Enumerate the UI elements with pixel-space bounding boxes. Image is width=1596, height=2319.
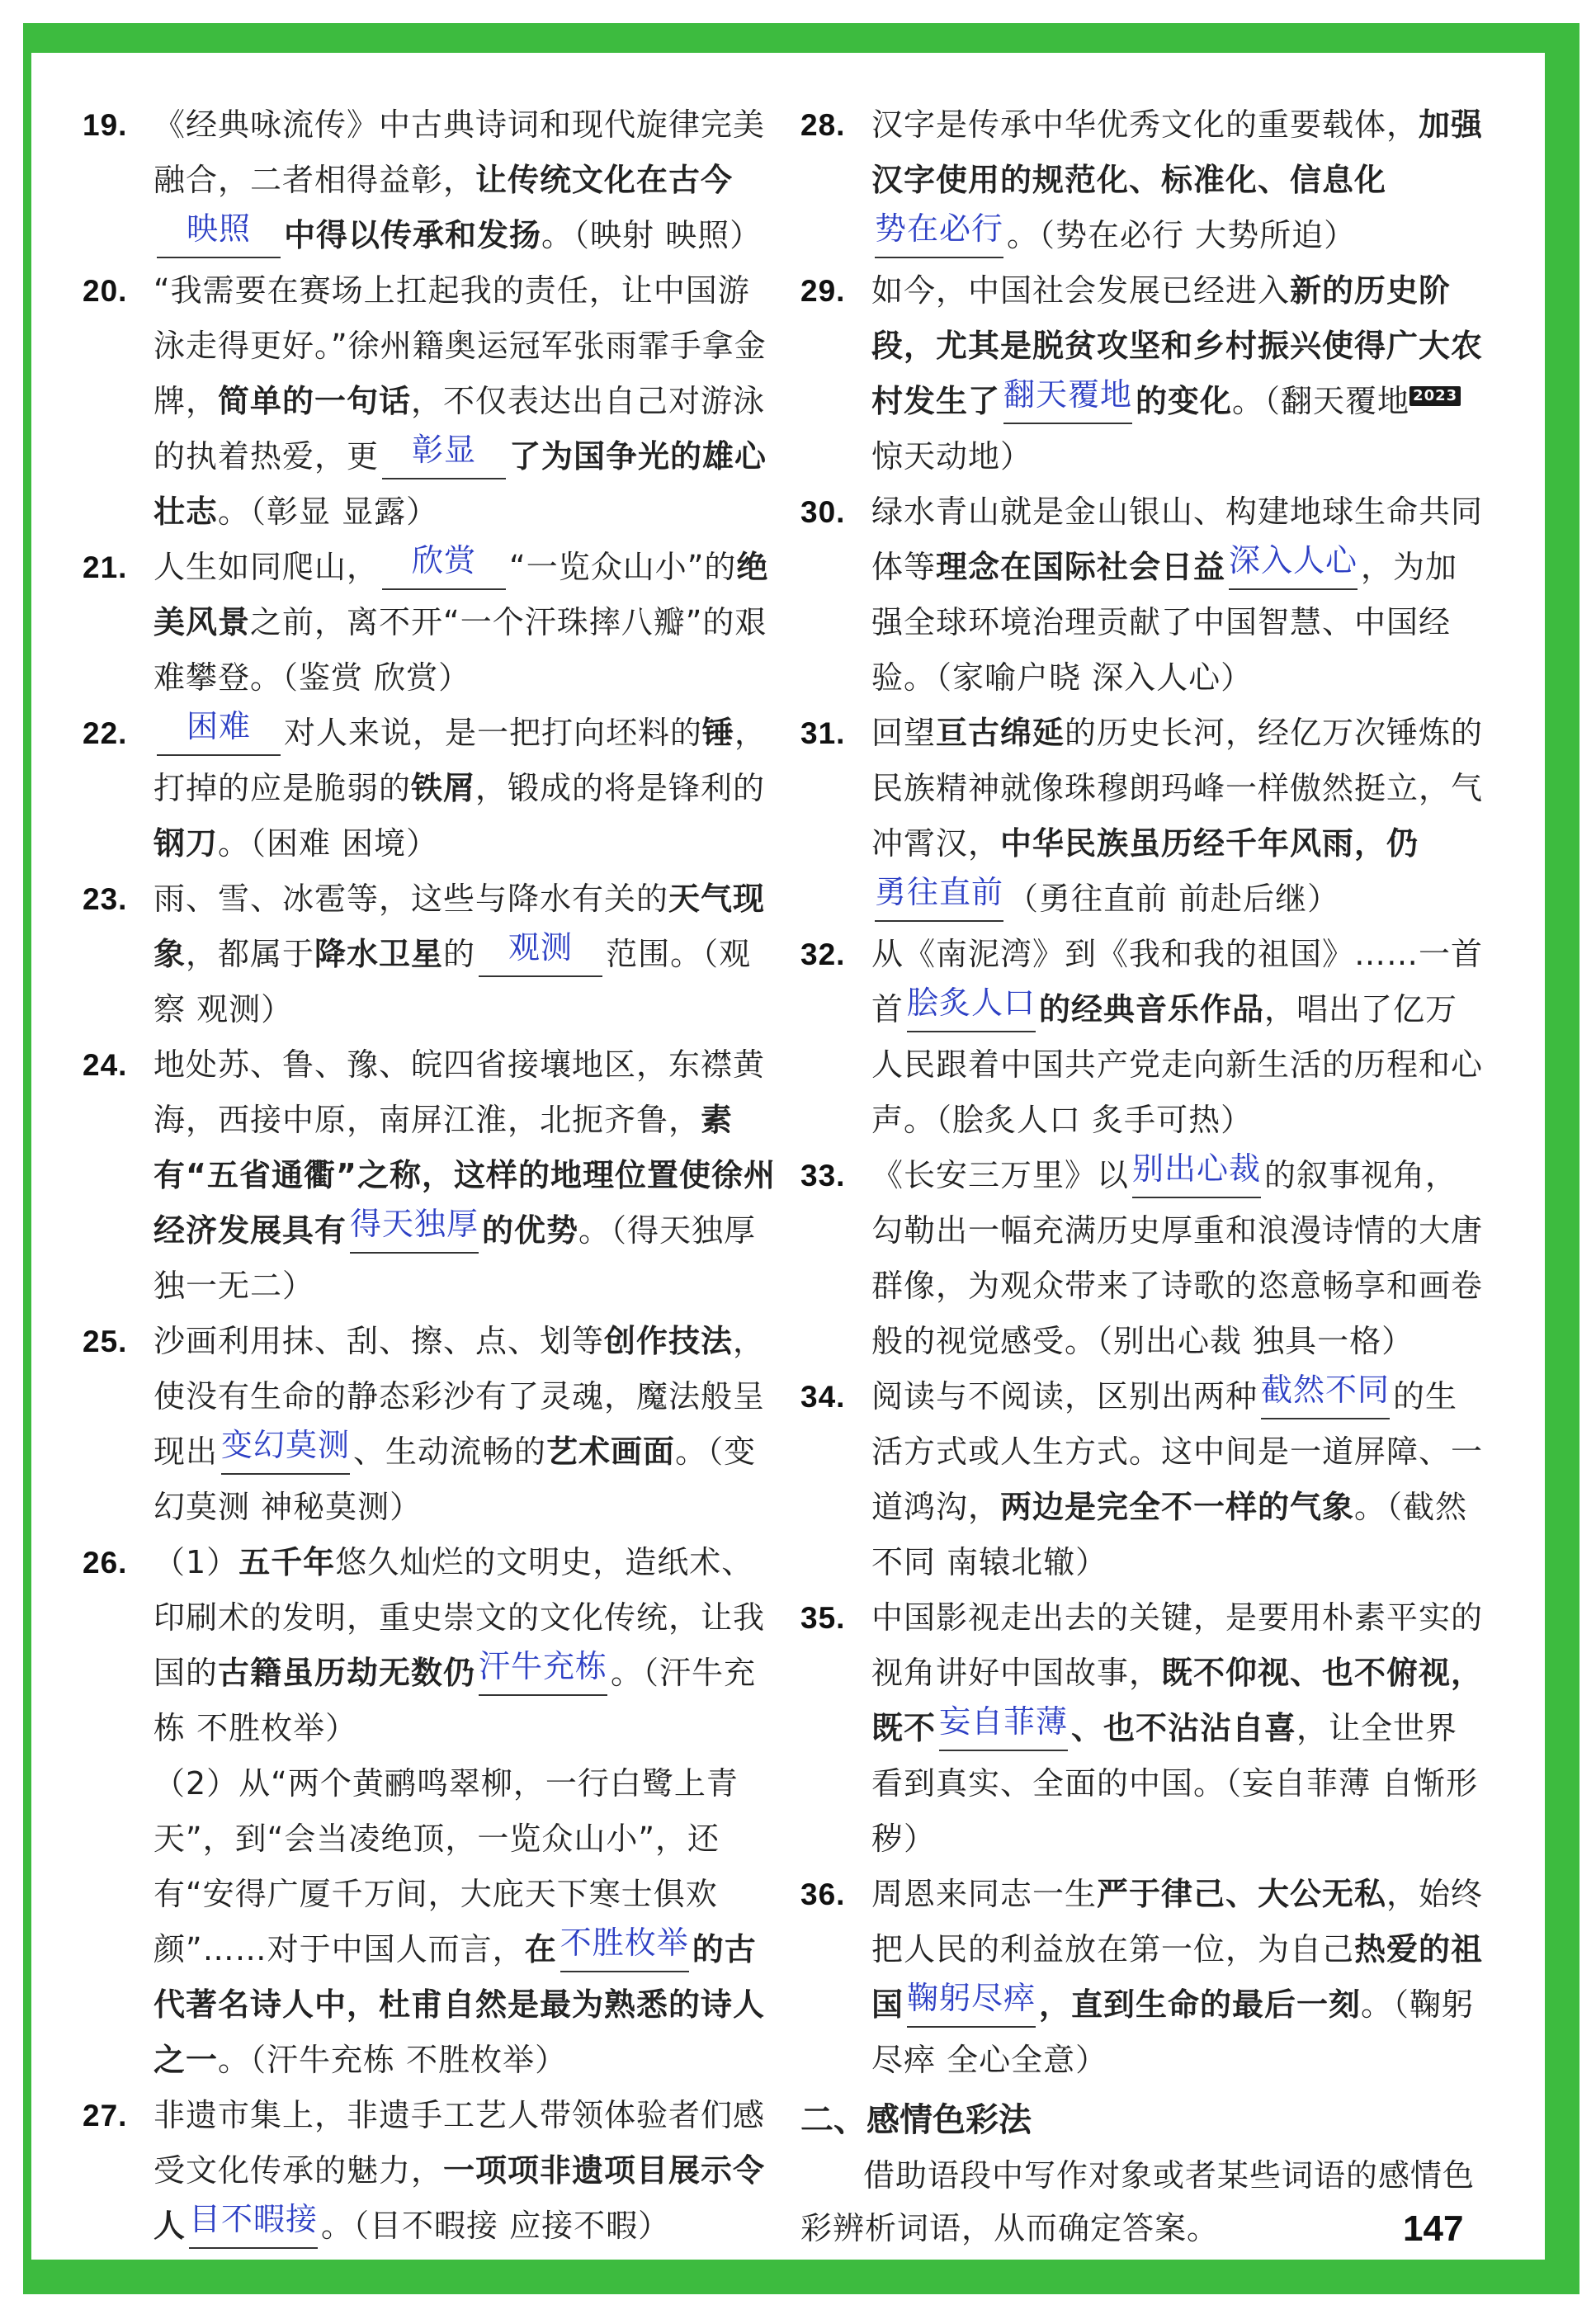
emphasized-text: 五千年 (238, 1544, 336, 1580)
handwritten-answer: 映照 (186, 210, 251, 247)
body-text: 从《南泥湾》到《我和我的祖国》……一首首 (871, 936, 1484, 1027)
question-text (153, 871, 780, 1037)
section-body: 借助语段中写作对象或者某些词语的感情色彩辨析词语，从而确定答案。 (800, 2157, 1476, 2246)
emphasized-text: 钢刀 (153, 825, 219, 862)
body-text: 阅读与不阅读，区别出两种 (871, 1378, 1258, 1415)
question-item (800, 927, 1490, 1148)
handwritten-answer: 观测 (508, 929, 574, 966)
emphasized-text: ，直到生命的最后一刻 (1039, 1986, 1362, 2023)
question-item (800, 706, 1490, 927)
question-text (153, 1535, 780, 2088)
question-item (800, 263, 1490, 484)
handwritten-answer: 不胜枚举 (560, 1925, 689, 1961)
handwritten-answer: 鞠躬尽瘁 (907, 1980, 1036, 2016)
question-number: 22. (83, 716, 128, 750)
question-item (800, 1590, 1490, 1867)
body-text: 的叙事视角，勾勒出一幅充满历史厚重和浪漫诗情的大唐群像，为观众带来了诗歌的恣意畅享和画卷般的视觉感受。（别出心裁 独具一格） (871, 1157, 1484, 1359)
answer-blank (560, 1925, 689, 1972)
question-text (153, 263, 780, 540)
emphasized-text: 的优势 (482, 1212, 579, 1249)
question-text (871, 927, 1490, 1148)
body-text: ，都属于 (186, 936, 315, 972)
left-column (83, 97, 780, 2254)
body-text: 雨、雪、冰雹等，这些与降水有关的 (153, 881, 669, 917)
body-text: ，为加强全球环境治理贡献了中国智慧、中国经验。（家喻户晓 深入人心） (871, 549, 1458, 696)
question-text (153, 97, 780, 263)
emphasized-text: 锤 (702, 715, 735, 751)
question-number: 25. (83, 1325, 128, 1358)
question-text (153, 706, 780, 871)
question-number: 35. (800, 1601, 846, 1635)
body-text: 非遗市集上，非遗手工艺人带领体验者们感受文化传承的魅力， (153, 2097, 766, 2189)
handwritten-answer: 势在必行 (875, 210, 1004, 247)
question-item (83, 1535, 780, 2088)
question-number: 34. (800, 1380, 846, 1414)
page-number: 147 (1403, 2208, 1464, 2249)
handwritten-answer: 深入人心 (1229, 542, 1358, 579)
body-text: 。（彰显 显露） (218, 494, 439, 530)
body-text: ，不仅表达出自己对游泳的执着热爱，更 (153, 383, 766, 475)
answer-blank (157, 708, 281, 756)
emphasized-text: 的经典音乐作品 (1039, 991, 1265, 1027)
handwritten-answer: 脍炙人口 (907, 985, 1036, 1021)
body-text: 。（截然不同 南辕北辙） (871, 1489, 1468, 1580)
answer-blank (1261, 1372, 1391, 1419)
body-text: 。（势在必行 大势所迫） (1007, 217, 1357, 253)
answer-blank (221, 1427, 351, 1475)
body-text: 中国影视走出去的关键，是要用朴素平实的视角讲好中国故事， (871, 1599, 1484, 1691)
question-text (153, 1037, 780, 1314)
answer-blank (479, 1648, 608, 1696)
answer-blank (382, 542, 506, 590)
emphasized-text: 简单的一句话 (218, 383, 412, 419)
body-text: 的生活方式或人生方式。这中间是一道屏障、一道鸿沟， (871, 1378, 1484, 1525)
body-text: （勇往直前 前赴后继） (1007, 881, 1340, 917)
body-text: 悠久灿烂的文明史，造纸术、印刷术的发明，重史崇文的文化传统，让我国的 (153, 1544, 766, 1691)
body-text: 地处苏、鲁、豫、皖四省接壤地区，东襟黄海，西接中原，南屏江淮，北扼齐鲁， (153, 1046, 766, 1138)
question-text (871, 484, 1490, 706)
body-text: “一览众山小”的 (509, 549, 737, 585)
body-text: 。（映射 映照） (541, 217, 763, 253)
green-frame-left (23, 23, 31, 2294)
right-items (800, 97, 1490, 2088)
body-text: 、生动流畅的 (353, 1433, 547, 1470)
body-text: ，使没有生命的静态彩沙有了灵魂，魔法般呈现出 (153, 1323, 766, 1470)
body-text: 对人来说，是一把打向坯料的 (284, 715, 703, 751)
body-text: ，唱出了亿万人民跟着中国共产党走向新生活的历程和心声。（脍炙人口 炙手可热） (871, 991, 1484, 1138)
emphasized-text: 让传统文化在古今 (475, 162, 734, 198)
body-text: 。（目不暇接 应接不暇） (321, 2208, 671, 2244)
answer-blank (1003, 376, 1133, 424)
body-text: ，锻成的将是锋利的 (475, 770, 766, 806)
emphasized-text: 的变化 (1136, 383, 1233, 419)
body-text: 的历史长河，经亿万次锤炼的民族精神就像珠穆朗玛峰一样傲然挺立，气冲霄汉， (871, 715, 1484, 862)
question-item (800, 1867, 1490, 2088)
body-text: 。（得天独厚 独一无二） (153, 1212, 757, 1304)
answer-blank (907, 985, 1036, 1032)
question-item (83, 540, 780, 706)
body-text: 。（翻天覆地 (1232, 383, 1410, 419)
handwritten-answer: 困难 (186, 708, 251, 744)
emphasized-text: 热爱的祖国 (871, 1931, 1484, 2023)
body-text: （2）从“两个黄鹂鸣翠柳，一行白鹭上青天”，到“会当凌绝顶，一览众山小”，还有“安得广厦千万间，大庇天下寒士俱欢颜”……对于中国人而言， (153, 1765, 739, 1967)
emphasized-text: 降水卫星 (314, 936, 444, 972)
handwritten-answer: 妄自菲薄 (939, 1703, 1069, 1740)
handwritten-answer: 勇往直前 (875, 874, 1004, 910)
question-text (871, 1148, 1490, 1369)
body-text: ，让全世界看到真实、全面的中国。（妄自菲薄 自惭形秽） (871, 1710, 1479, 1857)
handwritten-answer: 截然不同 (1261, 1372, 1391, 1408)
handwritten-answer: 汗牛充栋 (479, 1648, 608, 1684)
question-number: 36. (800, 1877, 846, 1911)
emphasized-text: 绝美风景 (153, 549, 769, 640)
emphasized-text: 新的历史阶段，尤其是脱贫攻坚和乡村振兴使得广大农村发生了 (871, 272, 1484, 419)
year-badge: 2023 (1409, 386, 1461, 406)
question-item (83, 706, 780, 871)
question-text (871, 1369, 1490, 1590)
question-item (83, 2088, 780, 2254)
handwritten-answer: 彰显 (412, 432, 477, 468)
body-text: 《经典咏流传》中古典诗词和现代旋律完美融合，二者相得益彰， (153, 106, 766, 198)
question-number: 19. (83, 108, 128, 142)
question-text (153, 1314, 780, 1535)
answer-blank (157, 210, 281, 258)
question-item (800, 1148, 1490, 1369)
question-item (83, 1037, 780, 1314)
emphasized-text: 铁屑 (411, 770, 476, 806)
question-number: 21. (83, 550, 128, 584)
body-text: 《长安三万里》以 (871, 1157, 1130, 1193)
answer-blank (875, 210, 1004, 258)
question-text (871, 1867, 1490, 2088)
body-text: 。（困难 困境） (218, 825, 439, 862)
answer-blank (1132, 1150, 1262, 1198)
question-number: 23. (83, 882, 128, 916)
question-item (800, 1369, 1490, 1590)
answer-blank (907, 1980, 1036, 2028)
body-text: 如今，中国社会发展已经进入 (871, 272, 1291, 309)
body-text: 周恩来同志一生 (871, 1876, 1098, 1912)
emphasized-text: 中得以传承和发扬 (284, 217, 542, 253)
body-text: 人生如同爬山， (153, 549, 380, 585)
green-frame-right (1545, 23, 1579, 2294)
emphasized-text: 亘古绵延 (936, 715, 1065, 751)
emphasized-text: 、也不沾沾自喜 (1071, 1710, 1297, 1746)
question-text (871, 97, 1490, 263)
question-item (800, 97, 1490, 263)
handwritten-answer: 得天独厚 (350, 1206, 479, 1242)
question-number: 30. (800, 495, 846, 529)
question-number: 29. (800, 274, 846, 308)
emphasized-text: 一项项非遗项目展示令人 (153, 2152, 766, 2244)
question-text (153, 540, 780, 706)
body-text: 绿水青山就是金山银山、构建地球生命共同体等 (871, 494, 1484, 585)
question-item (83, 1314, 780, 1535)
question-text (871, 706, 1490, 927)
handwritten-answer: 目不暇接 (189, 2201, 319, 2237)
question-number: 27. (83, 2099, 128, 2132)
emphasized-text: 理念在国际社会日益 (936, 549, 1226, 585)
emphasized-text: 中华民族虽历经千年风雨，仍 (1000, 825, 1419, 862)
emphasized-text: 创作技法 (604, 1323, 734, 1359)
body-text: ，打掉的应是脆弱的 (153, 715, 767, 806)
emphasized-text: 素有“五省通衢”之称，这样的地理位置使徐州经济发展具有 (153, 1102, 776, 1249)
body-text: 之前，离不开“一个汗珠摔八瓣”的艰难攀登。（鉴赏 欣赏） (153, 604, 767, 696)
body-text: 汉字是传承中华优秀文化的重要载体， (871, 106, 1419, 143)
question-number: 20. (83, 274, 128, 308)
question-item (800, 484, 1490, 706)
question-number: 24. (83, 1048, 128, 1082)
emphasized-text: 天气现象 (153, 881, 766, 972)
question-text (871, 263, 1490, 484)
body-text: 。（变幻莫测 神秘莫测） (153, 1433, 757, 1525)
emphasized-text: 在 (524, 1931, 557, 1967)
answer-blank (875, 874, 1004, 922)
question-text (153, 2088, 780, 2254)
handwritten-answer: 欣赏 (412, 542, 477, 579)
body-text: 回望 (871, 715, 937, 751)
emphasized-text: 加强汉字使用的规范化、标准化、信息化 (871, 106, 1484, 198)
emphasized-text: 的古代著名诗人中，杜甫自然是最为熟悉的诗人之一 (153, 1931, 766, 2078)
body-text: （1） (153, 1544, 239, 1580)
answer-blank (350, 1206, 479, 1254)
emphasized-text: 严于律己、大公无私 (1097, 1876, 1387, 1912)
emphasized-text: 艺术画面 (546, 1433, 676, 1470)
question-text (871, 1590, 1490, 1867)
green-frame-bottom (23, 2260, 1579, 2294)
question-item (83, 871, 780, 1037)
body-text: “我需要在赛场上扛起我的责任，让中国游泳走得更好。”徐州籍奥运冠军张雨霏手拿金牌， (153, 272, 767, 419)
section-heading: 二、感情色彩法 (800, 2101, 1032, 2139)
question-number: 33. (800, 1159, 846, 1193)
body-text: 范围。（观察 观测） (153, 936, 752, 1027)
body-text: 沙画利用抹、刮、擦、点、划等 (153, 1323, 605, 1359)
emphasized-text: 既不仰视、也不俯视，既不 (871, 1655, 1484, 1746)
green-frame-top (23, 23, 1579, 53)
question-item (83, 97, 780, 263)
answer-blank (189, 2201, 319, 2249)
body-text: ，始终把人民的利益放在第一位，为自己 (871, 1876, 1484, 1967)
body-text: 。（鞠躬尽瘁 全心全意） (871, 1986, 1475, 2078)
answer-blank (479, 929, 602, 977)
body-text: 。（汗牛充栋 不胜枚举） (153, 1655, 757, 1746)
body-text: 惊天动地） (871, 438, 1033, 475)
emphasized-text: 两边是完全不一样的气象 (1000, 1489, 1355, 1525)
handwritten-answer: 翻天覆地 (1003, 376, 1133, 413)
question-number: 32. (800, 938, 846, 971)
answer-blank (939, 1703, 1069, 1751)
body-text: 。（汗牛充栋 不胜枚举） (218, 2042, 568, 2078)
body-text: 的 (443, 936, 476, 972)
handwritten-answer: 变幻莫测 (221, 1427, 351, 1463)
right-column (800, 97, 1490, 2255)
question-number: 26. (83, 1546, 128, 1580)
question-number: 28. (800, 108, 846, 142)
question-item (83, 263, 780, 540)
emphasized-text: 古籍虽历劫无数仍 (218, 1655, 476, 1691)
emphasized-text: 了为国争光的雄心壮志 (153, 438, 767, 530)
question-number: 31. (800, 716, 846, 750)
handwritten-answer: 别出心裁 (1132, 1150, 1262, 1187)
answer-blank (382, 432, 506, 479)
answer-blank (1229, 542, 1358, 590)
